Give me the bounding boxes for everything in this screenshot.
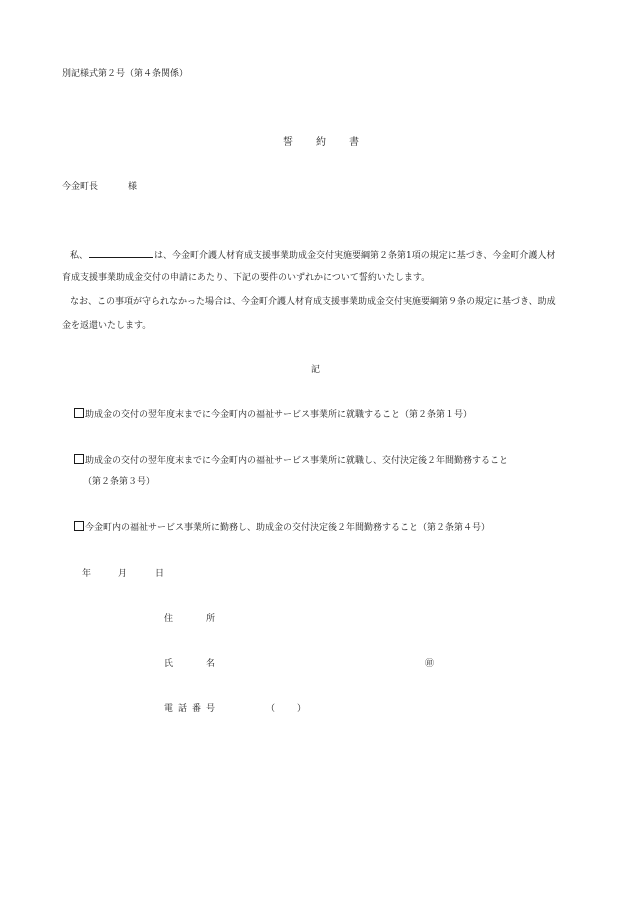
address-label-char: 住 [164,614,174,624]
document-title [283,137,359,149]
checkbox[interactable] [74,454,84,464]
seal-mark: ㊞ [425,659,435,669]
phone-label-char: 話 [178,704,188,714]
date-year-label: 年 [82,569,92,579]
ki-heading: 記 [311,365,321,375]
checkbox[interactable] [74,521,84,531]
date-day-label: 日 [155,569,165,579]
addressee-honorific: 様 [128,182,138,192]
phone-label-char: 番 [192,704,202,714]
address-label-char: 所 [206,614,216,624]
condition-item [74,408,472,421]
date-month-label: 月 [118,569,128,579]
condition-item [74,454,508,467]
applicant-name-blank[interactable] [89,248,153,258]
phone-paren-open: （ [266,704,276,714]
title-char: 誓 [283,137,293,148]
body-line: 金を返還いたします。 [62,321,152,331]
phone-label-char: 号 [206,704,216,714]
condition-continuation: （第２条第３号） [83,477,156,487]
name-label-char: 名 [206,659,216,669]
body-line: 育成支援事業助成金交付の申請にあたり、下記の要件のいずれかについて誓約いたします。 [62,273,431,283]
condition-item [74,521,490,534]
body-line: なお、この事項が守られなかった場合は、今金町介護人材育成支援事業助成金交付実施要綱第９条の規定に基づき、助成 [70,297,556,307]
condition-text: 助成金の交付の翌年度末までに今金町内の福祉サービス事業所に就職すること（第２条第１号） [85,410,473,420]
name-label-char: 氏 [164,659,174,669]
addressee-name: 今金町長 [62,182,99,192]
condition-text: 助成金の交付の翌年度末までに今金町内の福祉サービス事業所に就職し、交付決定後２年間勤務すること [85,456,509,466]
body-text: は、今金町介護人材育成支援事業助成金交付実施要綱第２条第1項の規定に基づき、今金町介護人材 [154,251,556,261]
phone-paren-close: ） [297,704,307,714]
body-line [70,248,555,262]
condition-text: 今金町内の福祉サービス事業所に勤務し、助成金の交付決定後２年間勤務すること（第２条第４号） [85,523,491,533]
body-prefix: 私、 [70,251,89,261]
checkbox[interactable] [74,408,84,418]
title-char: 書 [349,137,359,148]
title-char: 約 [316,137,326,148]
form-id: 別記様式第２号（第４条関係） [62,69,189,79]
phone-label-char: 電 [164,704,174,714]
